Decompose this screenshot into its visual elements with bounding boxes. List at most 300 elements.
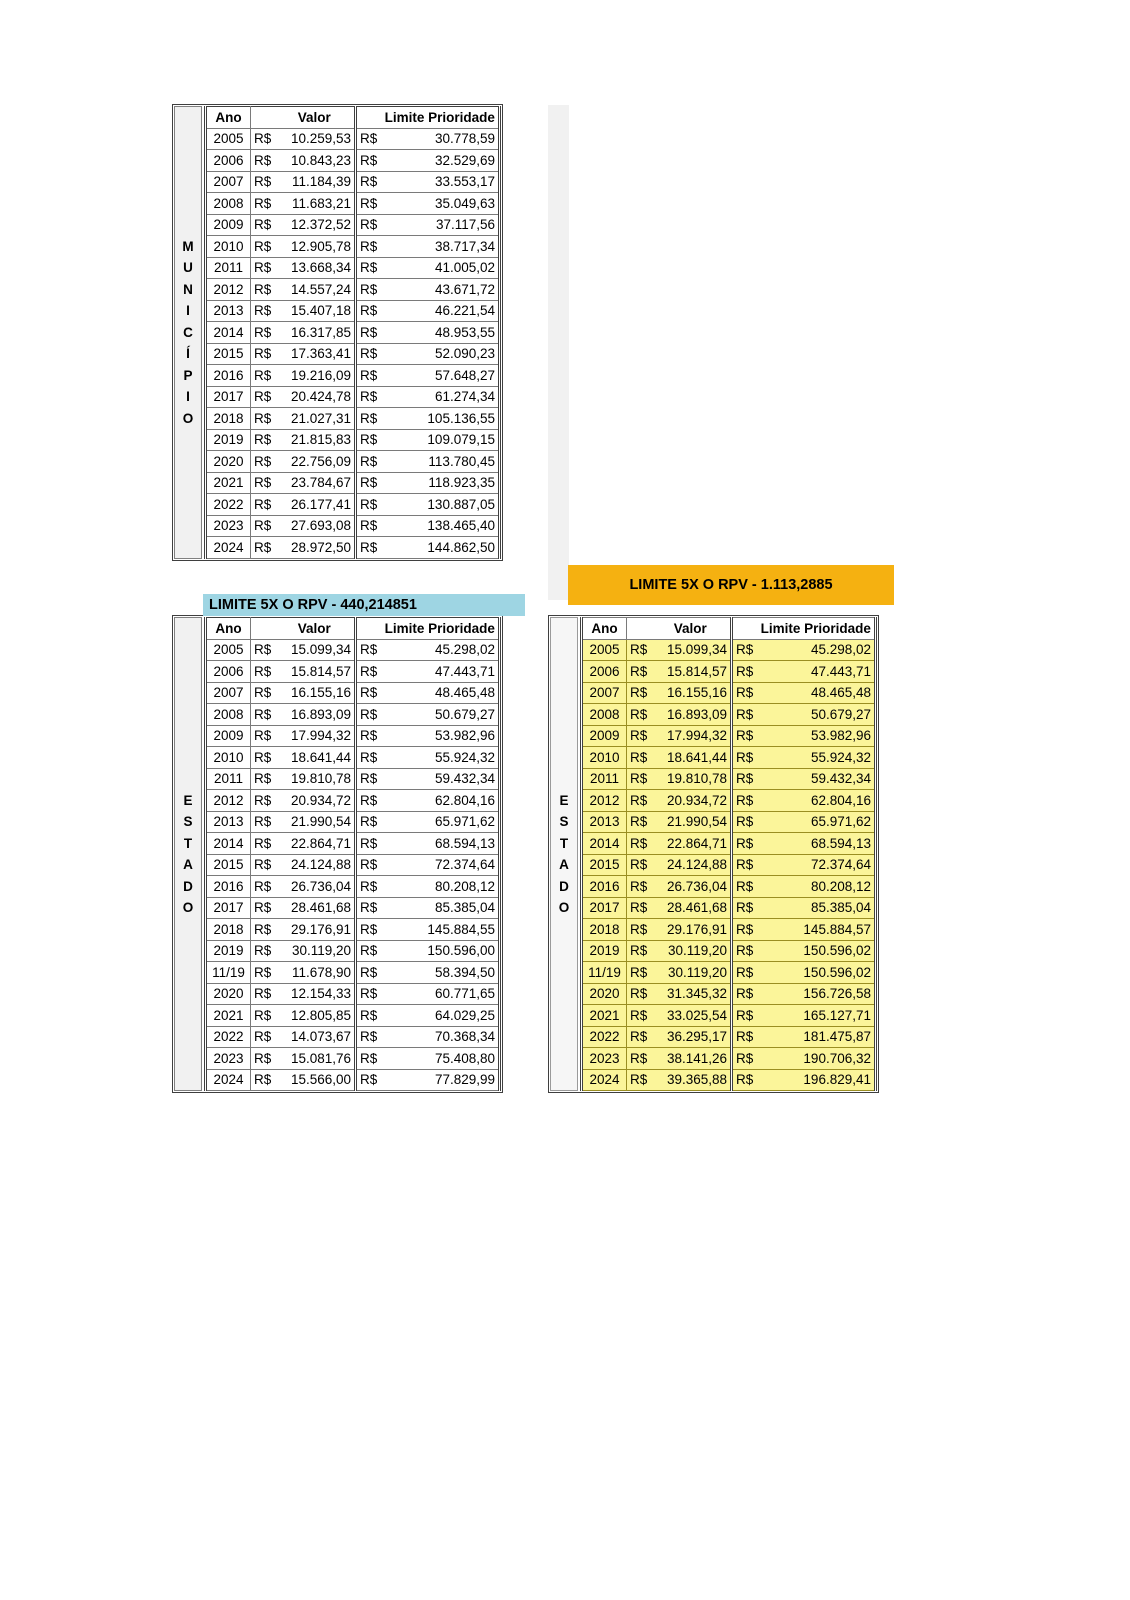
cell-currency-limite: R$ xyxy=(356,257,382,279)
cell-valor: 22.864,71 xyxy=(651,833,732,855)
cell-currency-limite: R$ xyxy=(356,1069,382,1091)
table-row[interactable] xyxy=(206,236,500,258)
column-header-ano: Ano xyxy=(206,618,251,640)
cell-valor: 11.678,90 xyxy=(275,962,356,984)
table-row[interactable] xyxy=(206,768,500,790)
table-row[interactable] xyxy=(206,790,500,812)
column-header-valor: Valor xyxy=(275,618,356,640)
cell-currency-limite: R$ xyxy=(356,537,382,559)
cell-currency-limite: R$ xyxy=(356,897,382,919)
cell-ano: 2012 xyxy=(206,790,251,812)
table-block-municipio xyxy=(172,104,503,561)
column-header-ano: Ano xyxy=(206,107,251,129)
column-header-currency-limite xyxy=(356,618,382,640)
cell-currency-valor: R$ xyxy=(251,833,275,855)
cell-currency-valor: R$ xyxy=(251,150,275,172)
cell-ano: 2018 xyxy=(206,919,251,941)
cell-valor: 33.025,54 xyxy=(651,1005,732,1027)
cell-limite: 64.029,25 xyxy=(382,1005,500,1027)
table-row[interactable] xyxy=(582,1026,876,1048)
table-row[interactable] xyxy=(206,962,500,984)
cell-currency-limite: R$ xyxy=(732,940,758,962)
cell-currency-valor: R$ xyxy=(627,962,651,984)
table-row[interactable] xyxy=(206,515,500,537)
cell-currency-valor: R$ xyxy=(251,897,275,919)
table-row[interactable] xyxy=(206,1069,500,1091)
table-estado-amarelo[interactable] xyxy=(580,617,877,1091)
cell-ano: 2007 xyxy=(206,171,251,193)
table-row[interactable] xyxy=(582,1048,876,1070)
cell-limite: 150.596,00 xyxy=(382,940,500,962)
cell-limite: 144.862,50 xyxy=(382,537,500,559)
cell-ano: 2024 xyxy=(206,537,251,559)
cell-valor: 12.805,85 xyxy=(275,1005,356,1027)
cell-valor: 20.424,78 xyxy=(275,386,356,408)
cell-currency-limite: R$ xyxy=(732,811,758,833)
cell-ano: 2016 xyxy=(582,876,627,898)
cell-valor: 17.363,41 xyxy=(275,343,356,365)
cell-ano: 2020 xyxy=(582,983,627,1005)
table-row[interactable] xyxy=(206,876,500,898)
cell-ano: 11/19 xyxy=(582,962,627,984)
cell-limite: 118.923,35 xyxy=(382,472,500,494)
table-block-estado-branco xyxy=(172,615,503,1093)
cell-ano: 2014 xyxy=(206,833,251,855)
cell-valor: 12.905,78 xyxy=(275,236,356,258)
side-label-letter: O xyxy=(558,900,570,915)
table-row[interactable] xyxy=(206,537,500,559)
cell-limite: 196.829,41 xyxy=(758,1069,876,1091)
cell-ano: 2012 xyxy=(582,790,627,812)
table-row[interactable] xyxy=(206,854,500,876)
cell-currency-limite: R$ xyxy=(732,876,758,898)
cell-currency-limite: R$ xyxy=(732,725,758,747)
cell-limite: 43.671,72 xyxy=(382,279,500,301)
cell-valor: 30.119,20 xyxy=(275,940,356,962)
cell-ano: 2020 xyxy=(206,983,251,1005)
cell-currency-valor: R$ xyxy=(251,537,275,559)
cell-currency-valor: R$ xyxy=(251,365,275,387)
table-row[interactable] xyxy=(582,682,876,704)
table-block-estado-amarelo xyxy=(548,615,879,1093)
cell-currency-valor: R$ xyxy=(627,1005,651,1027)
table-row[interactable] xyxy=(206,661,500,683)
cell-limite: 41.005,02 xyxy=(382,257,500,279)
table-row[interactable] xyxy=(206,725,500,747)
row-label-estado-branco xyxy=(174,617,202,1091)
cell-ano: 2018 xyxy=(206,408,251,430)
table-row[interactable] xyxy=(206,279,500,301)
table-row[interactable] xyxy=(582,1005,876,1027)
cell-limite: 58.394,50 xyxy=(382,962,500,984)
cell-limite: 35.049,63 xyxy=(382,193,500,215)
cell-ano: 2013 xyxy=(206,811,251,833)
cell-ano: 2017 xyxy=(582,897,627,919)
side-label-letter: S xyxy=(183,814,193,829)
cell-ano: 2021 xyxy=(206,472,251,494)
table-row[interactable] xyxy=(206,1005,500,1027)
cell-currency-limite: R$ xyxy=(732,1026,758,1048)
cell-valor: 11.683,21 xyxy=(275,193,356,215)
cell-currency-valor: R$ xyxy=(251,1026,275,1048)
table-row[interactable] xyxy=(206,429,500,451)
cell-valor: 31.345,32 xyxy=(651,983,732,1005)
table-row[interactable] xyxy=(582,704,876,726)
cell-ano: 2022 xyxy=(206,494,251,516)
cell-ano: 2010 xyxy=(582,747,627,769)
cell-currency-limite: R$ xyxy=(732,704,758,726)
cell-currency-valor: R$ xyxy=(251,876,275,898)
cell-limite: 62.804,16 xyxy=(758,790,876,812)
cell-valor: 16.317,85 xyxy=(275,322,356,344)
cell-currency-valor: R$ xyxy=(251,257,275,279)
cell-limite: 65.971,62 xyxy=(758,811,876,833)
cell-valor: 28.461,68 xyxy=(651,897,732,919)
cell-ano: 2022 xyxy=(206,1026,251,1048)
table-row[interactable] xyxy=(206,343,500,365)
cell-valor: 15.814,57 xyxy=(651,661,732,683)
cell-limite: 59.432,34 xyxy=(382,768,500,790)
cell-limite: 47.443,71 xyxy=(758,661,876,683)
table-row[interactable] xyxy=(206,682,500,704)
table-row[interactable] xyxy=(582,940,876,962)
cell-currency-valor: R$ xyxy=(627,833,651,855)
cell-valor: 20.934,72 xyxy=(275,790,356,812)
column-header-valor: Valor xyxy=(651,618,732,640)
table-row[interactable] xyxy=(206,386,500,408)
cell-ano: 2008 xyxy=(582,704,627,726)
cell-valor: 15.099,34 xyxy=(275,639,356,661)
table-frame-estado-amarelo xyxy=(548,615,879,1093)
cell-limite: 138.465,40 xyxy=(382,515,500,537)
cell-currency-valor: R$ xyxy=(251,1048,275,1070)
table-row[interactable] xyxy=(582,790,876,812)
cell-valor: 26.736,04 xyxy=(275,876,356,898)
cell-limite: 53.982,96 xyxy=(758,725,876,747)
table-row[interactable] xyxy=(206,940,500,962)
cell-currency-valor: R$ xyxy=(627,1026,651,1048)
table-row[interactable] xyxy=(206,472,500,494)
cell-limite: 52.090,23 xyxy=(382,343,500,365)
table-row[interactable] xyxy=(582,725,876,747)
cell-limite: 55.924,32 xyxy=(382,747,500,769)
cell-currency-valor: R$ xyxy=(251,790,275,812)
table-row[interactable] xyxy=(582,639,876,661)
cell-valor: 16.893,09 xyxy=(275,704,356,726)
table-row[interactable] xyxy=(582,962,876,984)
cell-ano: 2007 xyxy=(206,682,251,704)
cell-currency-valor: R$ xyxy=(251,343,275,365)
cell-currency-valor: R$ xyxy=(251,1069,275,1091)
table-row[interactable] xyxy=(206,365,500,387)
table-row[interactable] xyxy=(582,897,876,919)
cell-valor: 29.176,91 xyxy=(275,919,356,941)
cell-currency-limite: R$ xyxy=(732,768,758,790)
table-row[interactable] xyxy=(582,768,876,790)
cell-currency-limite: R$ xyxy=(732,919,758,941)
cell-currency-valor: R$ xyxy=(627,790,651,812)
cell-currency-valor: R$ xyxy=(251,472,275,494)
cell-limite: 85.385,04 xyxy=(382,897,500,919)
cell-ano: 2020 xyxy=(206,451,251,473)
table-row[interactable] xyxy=(206,639,500,661)
cell-valor: 21.990,54 xyxy=(275,811,356,833)
cell-ano: 2012 xyxy=(206,279,251,301)
cell-currency-valor: R$ xyxy=(251,639,275,661)
cell-valor: 15.081,76 xyxy=(275,1048,356,1070)
cell-ano: 2011 xyxy=(582,768,627,790)
cell-currency-limite: R$ xyxy=(356,833,382,855)
table-municipio[interactable] xyxy=(204,106,501,559)
cell-limite: 45.298,02 xyxy=(758,639,876,661)
cell-currency-limite: R$ xyxy=(356,940,382,962)
cell-currency-limite: R$ xyxy=(356,429,382,451)
side-label-letter: E xyxy=(183,792,193,808)
cell-ano: 2005 xyxy=(206,639,251,661)
table-row[interactable] xyxy=(582,833,876,855)
side-label-letter: S xyxy=(559,814,569,829)
column-header-currency-valor xyxy=(627,618,651,640)
table-row[interactable] xyxy=(582,661,876,683)
cell-valor: 28.972,50 xyxy=(275,537,356,559)
cell-currency-valor: R$ xyxy=(251,1005,275,1027)
cell-limite: 145.884,55 xyxy=(382,919,500,941)
cell-ano: 2009 xyxy=(582,725,627,747)
cell-valor: 24.124,88 xyxy=(651,854,732,876)
cell-limite: 113.780,45 xyxy=(382,451,500,473)
cell-currency-limite: R$ xyxy=(356,919,382,941)
cell-limite: 61.274,34 xyxy=(382,386,500,408)
cell-limite: 50.679,27 xyxy=(758,704,876,726)
cell-currency-valor: R$ xyxy=(627,768,651,790)
cell-valor: 16.893,09 xyxy=(651,704,732,726)
cell-ano: 2019 xyxy=(206,429,251,451)
cell-ano: 2011 xyxy=(206,257,251,279)
table-row[interactable] xyxy=(206,897,500,919)
cell-limite: 48.465,48 xyxy=(758,682,876,704)
cell-currency-valor: R$ xyxy=(627,747,651,769)
cell-valor: 19.810,78 xyxy=(275,768,356,790)
table-row[interactable] xyxy=(582,747,876,769)
cell-limite: 105.136,55 xyxy=(382,408,500,430)
cell-currency-limite: R$ xyxy=(356,171,382,193)
cell-currency-valor: R$ xyxy=(251,983,275,1005)
cell-ano: 2005 xyxy=(206,128,251,150)
column-header-limite: Limite Prioridade xyxy=(382,618,500,640)
table-row[interactable] xyxy=(206,300,500,322)
table-row[interactable] xyxy=(206,747,500,769)
cell-currency-limite: R$ xyxy=(732,1005,758,1027)
cell-valor: 27.693,08 xyxy=(275,515,356,537)
cell-currency-valor: R$ xyxy=(251,515,275,537)
cell-ano: 2014 xyxy=(206,322,251,344)
cell-currency-valor: R$ xyxy=(251,171,275,193)
cell-valor: 36.295,17 xyxy=(651,1026,732,1048)
cell-valor: 17.994,32 xyxy=(275,725,356,747)
column-header-currency-limite xyxy=(732,618,758,640)
table-row[interactable] xyxy=(206,214,500,236)
table-row[interactable] xyxy=(206,494,500,516)
cell-ano: 2016 xyxy=(206,365,251,387)
cell-limite: 145.884,57 xyxy=(758,919,876,941)
table-body-municipio xyxy=(206,128,500,558)
cell-currency-valor: R$ xyxy=(627,983,651,1005)
table-frame-estado-branco xyxy=(172,615,503,1093)
cell-valor: 10.259,53 xyxy=(275,128,356,150)
cell-currency-limite: R$ xyxy=(732,854,758,876)
cell-currency-limite: R$ xyxy=(356,322,382,344)
cell-currency-valor: R$ xyxy=(251,661,275,683)
table-row[interactable] xyxy=(206,322,500,344)
side-label-letter: I xyxy=(186,303,190,318)
table-row[interactable] xyxy=(206,257,500,279)
cell-currency-limite: R$ xyxy=(356,747,382,769)
cell-ano: 2015 xyxy=(582,854,627,876)
table-row[interactable] xyxy=(206,1048,500,1070)
cell-currency-valor: R$ xyxy=(251,236,275,258)
table-row[interactable] xyxy=(582,919,876,941)
cell-ano: 2015 xyxy=(206,343,251,365)
cell-currency-limite: R$ xyxy=(356,365,382,387)
side-label-letter: T xyxy=(183,835,193,851)
cell-currency-limite: R$ xyxy=(732,962,758,984)
table-row[interactable] xyxy=(582,1069,876,1091)
table-row[interactable] xyxy=(206,811,500,833)
cell-currency-valor: R$ xyxy=(251,386,275,408)
cell-limite: 68.594,13 xyxy=(382,833,500,855)
cell-currency-valor: R$ xyxy=(251,725,275,747)
cell-currency-limite: R$ xyxy=(732,747,758,769)
column-header-ano: Ano xyxy=(582,618,627,640)
cell-valor: 22.864,71 xyxy=(275,833,356,855)
cell-currency-limite: R$ xyxy=(356,639,382,661)
table-row[interactable] xyxy=(582,854,876,876)
cell-ano: 2005 xyxy=(582,639,627,661)
table-row[interactable] xyxy=(206,983,500,1005)
cell-currency-limite: R$ xyxy=(732,661,758,683)
cell-limite: 65.971,62 xyxy=(382,811,500,833)
cell-currency-limite: R$ xyxy=(356,408,382,430)
cell-limite: 53.982,96 xyxy=(382,725,500,747)
cell-currency-valor: R$ xyxy=(251,919,275,941)
cell-ano: 2009 xyxy=(206,725,251,747)
cell-currency-limite: R$ xyxy=(356,279,382,301)
table-row[interactable] xyxy=(206,171,500,193)
cell-ano: 2024 xyxy=(206,1069,251,1091)
cell-valor: 29.176,91 xyxy=(651,919,732,941)
table-row[interactable] xyxy=(206,1026,500,1048)
cell-valor: 23.784,67 xyxy=(275,472,356,494)
cell-ano: 2010 xyxy=(206,747,251,769)
cell-ano: 2011 xyxy=(206,768,251,790)
table-row[interactable] xyxy=(206,833,500,855)
cell-currency-valor: R$ xyxy=(627,704,651,726)
side-label-letter: D xyxy=(559,878,569,894)
cell-limite: 150.596,02 xyxy=(758,962,876,984)
cell-limite: 62.804,16 xyxy=(382,790,500,812)
table-row[interactable] xyxy=(582,876,876,898)
table-row[interactable] xyxy=(206,451,500,473)
cell-limite: 37.117,56 xyxy=(382,214,500,236)
cell-ano: 2013 xyxy=(206,300,251,322)
cell-currency-limite: R$ xyxy=(356,962,382,984)
side-label-letter: A xyxy=(183,857,193,872)
cell-currency-limite: R$ xyxy=(732,897,758,919)
cell-limite: 57.648,27 xyxy=(382,365,500,387)
cell-limite: 50.679,27 xyxy=(382,704,500,726)
cell-ano: 2006 xyxy=(206,150,251,172)
table-row[interactable] xyxy=(206,150,500,172)
cell-currency-valor: R$ xyxy=(251,214,275,236)
table-row[interactable] xyxy=(206,193,500,215)
side-label-letter: O xyxy=(182,900,194,915)
cell-ano: 2021 xyxy=(582,1005,627,1027)
cell-currency-limite: R$ xyxy=(356,661,382,683)
cell-currency-limite: R$ xyxy=(356,343,382,365)
cell-currency-limite: R$ xyxy=(732,983,758,1005)
cell-valor: 10.843,23 xyxy=(275,150,356,172)
cell-valor: 15.814,57 xyxy=(275,661,356,683)
cell-currency-limite: R$ xyxy=(356,725,382,747)
cell-ano: 2006 xyxy=(206,661,251,683)
cell-currency-limite: R$ xyxy=(356,472,382,494)
table-row[interactable] xyxy=(206,919,500,941)
table-row[interactable] xyxy=(582,811,876,833)
cell-currency-valor: R$ xyxy=(627,1048,651,1070)
table-row[interactable] xyxy=(206,128,500,150)
cell-limite: 30.778,59 xyxy=(382,128,500,150)
cell-valor: 39.365,88 xyxy=(651,1069,732,1091)
cell-limite: 48.953,55 xyxy=(382,322,500,344)
cell-currency-limite: R$ xyxy=(356,515,382,537)
cell-ano: 2022 xyxy=(582,1026,627,1048)
cell-currency-limite: R$ xyxy=(356,214,382,236)
cell-ano: 2016 xyxy=(206,876,251,898)
table-estado-branco[interactable] xyxy=(204,617,501,1091)
table-row[interactable] xyxy=(582,983,876,1005)
cell-currency-valor: R$ xyxy=(627,1069,651,1091)
cell-ano: 2021 xyxy=(206,1005,251,1027)
table-row[interactable] xyxy=(206,704,500,726)
cell-valor: 24.124,88 xyxy=(275,854,356,876)
cell-ano: 2019 xyxy=(206,940,251,962)
cell-limite: 33.553,17 xyxy=(382,171,500,193)
cell-valor: 15.099,34 xyxy=(651,639,732,661)
cell-currency-limite: R$ xyxy=(356,300,382,322)
table-header-row xyxy=(206,107,500,129)
cell-valor: 12.154,33 xyxy=(275,983,356,1005)
table-row[interactable] xyxy=(206,408,500,430)
cell-currency-limite: R$ xyxy=(732,682,758,704)
cell-currency-limite: R$ xyxy=(356,386,382,408)
cell-currency-limite: R$ xyxy=(732,639,758,661)
cell-valor: 30.119,20 xyxy=(651,962,732,984)
cell-valor: 21.990,54 xyxy=(651,811,732,833)
cell-currency-valor: R$ xyxy=(251,811,275,833)
side-label-letter: E xyxy=(559,792,569,808)
cell-limite: 109.079,15 xyxy=(382,429,500,451)
cell-currency-valor: R$ xyxy=(251,322,275,344)
row-label-estado-amarelo xyxy=(550,617,578,1091)
cell-currency-valor: R$ xyxy=(627,725,651,747)
cell-currency-valor: R$ xyxy=(251,451,275,473)
cell-valor: 15.566,00 xyxy=(275,1069,356,1091)
cell-currency-limite: R$ xyxy=(356,682,382,704)
cell-limite: 190.706,32 xyxy=(758,1048,876,1070)
cell-valor: 15.407,18 xyxy=(275,300,356,322)
cell-limite: 80.208,12 xyxy=(382,876,500,898)
cell-currency-limite: R$ xyxy=(356,236,382,258)
